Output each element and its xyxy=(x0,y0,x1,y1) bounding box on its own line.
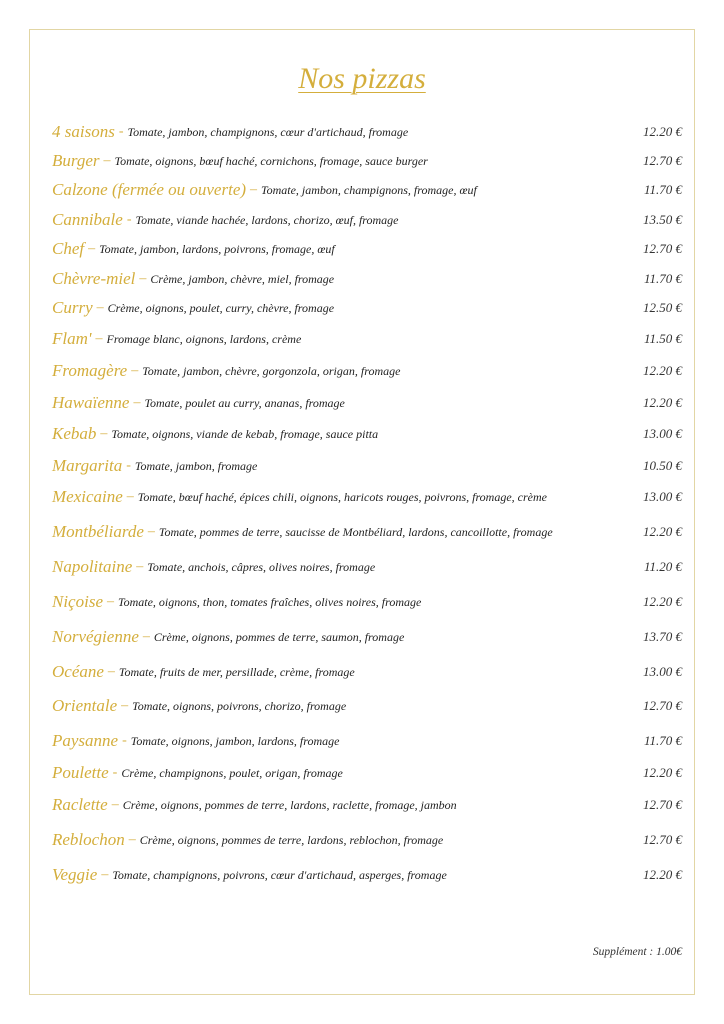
pizza-price: 12.50 € xyxy=(643,300,682,315)
pizza-name: Fromagère xyxy=(52,361,128,380)
menu-item xyxy=(52,149,682,173)
pizza-ingredients: Tomate, fruits de mer, persillade, crème, fromage xyxy=(118,664,355,679)
pizza-name: Montbéliarde xyxy=(52,522,144,541)
pizza-ingredients: Tomate, oignons, thon, tomates fraîches, olives noires, fromage xyxy=(118,594,422,609)
menu-item xyxy=(52,327,682,351)
pizza-ingredients: Tomate, anchois, câpres, olives noires, fromage xyxy=(147,559,376,574)
pizza-ingredients: Crème, champignons, poulet, origan, fromage xyxy=(121,765,343,780)
pizza-ingredients: Tomate, jambon, champignons, fromage, œuf xyxy=(261,182,477,197)
separator: – xyxy=(133,395,141,410)
pizza-name: Poulette xyxy=(52,763,109,782)
pizza-price: 12.70 € xyxy=(643,832,682,847)
pizza-price: 12.20 € xyxy=(643,395,682,410)
separator: – xyxy=(126,489,134,504)
pizza-price: 11.70 € xyxy=(643,271,682,286)
pizza-name: Calzone (fermée ou ouverte) xyxy=(52,180,247,199)
pizza-name: Mexicaine xyxy=(52,487,123,506)
separator: - xyxy=(126,458,131,473)
pizza-price: 13.00 € xyxy=(643,489,682,504)
menu-item xyxy=(52,485,682,509)
pizza-price: 13.50 € xyxy=(643,212,682,227)
menu-item xyxy=(52,590,682,614)
pizza-price: 13.70 € xyxy=(643,629,682,644)
pizza-price: 12.70 € xyxy=(643,797,682,812)
separator: - xyxy=(126,212,132,227)
pizza-price: 12.70 € xyxy=(643,698,682,713)
separator: - xyxy=(112,765,118,780)
menu-item xyxy=(52,520,682,544)
pizza-name: Napolitaine xyxy=(52,557,133,576)
pizza-name: Raclette xyxy=(52,795,108,814)
pizza-price: 11.70 € xyxy=(643,733,682,748)
pizza-price: 12.20 € xyxy=(643,363,682,378)
menu-item xyxy=(52,359,682,383)
pizza-name: Hawaïenne xyxy=(52,393,130,412)
pizza-name: Margarita xyxy=(52,456,123,475)
separator: – xyxy=(101,867,109,882)
menu-item xyxy=(52,694,682,718)
separator: – xyxy=(139,271,147,286)
pizza-name: Orientale xyxy=(52,696,118,715)
pizza-name: Chef xyxy=(52,239,85,258)
pizza-ingredients: Crème, oignons, pommes de terre, lardons, reblochon, fromage xyxy=(139,832,444,847)
menu-item xyxy=(52,625,682,649)
menu-item xyxy=(52,267,682,291)
pizza-price: 10.50 € xyxy=(643,458,682,473)
pizza-ingredients: Tomate, jambon, chèvre, gorgonzola, origan, fromage xyxy=(142,363,401,378)
menu-item xyxy=(52,793,682,817)
separator: - xyxy=(118,124,124,139)
menu-item xyxy=(52,208,682,232)
pizza-ingredients: Fromage blanc, oignons, lardons, crème xyxy=(106,331,302,346)
separator: – xyxy=(100,426,108,441)
separator: – xyxy=(107,664,115,679)
menu-item xyxy=(52,454,682,478)
pizza-price: 12.20 € xyxy=(643,524,682,539)
pizza-name: Kebab xyxy=(52,424,97,443)
separator: - xyxy=(122,733,127,748)
separator: – xyxy=(96,300,104,315)
pizza-price: 12.20 € xyxy=(643,594,682,609)
pizza-ingredients: Tomate, poulet au curry, ananas, fromage xyxy=(144,395,345,410)
pizza-name: Flam' xyxy=(52,329,92,348)
pizza-ingredients: Crème, jambon, chèvre, miel, fromage xyxy=(150,271,335,286)
pizza-name: Curry xyxy=(52,298,93,317)
separator: – xyxy=(111,797,119,812)
pizza-name: Paysanne xyxy=(52,731,119,750)
menu-item xyxy=(52,391,682,415)
page-title: Nos pizzas xyxy=(298,62,426,95)
pizza-ingredients: Crème, oignons, poulet, curry, chèvre, fromage xyxy=(107,300,335,315)
separator: – xyxy=(250,182,258,197)
menu-item xyxy=(52,761,682,785)
pizza-ingredients: Tomate, bœuf haché, épices chili, oignons, haricots rouges, poivrons, fromage, crème xyxy=(137,489,547,504)
pizza-ingredients: Crème, oignons, pommes de terre, saumon, fromage xyxy=(153,629,405,644)
menu-item xyxy=(52,422,682,446)
pizza-price: 11.50 € xyxy=(643,331,682,346)
pizza-name: 4 saisons xyxy=(52,122,115,141)
pizza-price: 12.70 € xyxy=(643,241,682,256)
pizza-price: 12.20 € xyxy=(643,124,682,139)
separator: – xyxy=(131,363,139,378)
supplement-note: Supplément : 1.00€ xyxy=(592,946,682,958)
menu-item xyxy=(52,828,682,852)
pizza-ingredients: Tomate, jambon, lardons, poivrons, fromage, œuf xyxy=(99,241,335,256)
pizza-price: 11.70 € xyxy=(643,182,682,197)
menu-item xyxy=(52,729,682,753)
pizza-ingredients: Tomate, oignons, poivrons, chorizo, fromage xyxy=(132,698,347,713)
pizza-name: Veggie xyxy=(52,865,98,884)
separator: – xyxy=(107,594,114,609)
menu-item xyxy=(52,178,682,202)
pizza-ingredients: Tomate, oignons, viande de kebab, fromage, sauce pitta xyxy=(111,426,379,441)
pizza-price: 13.00 € xyxy=(643,426,682,441)
pizza-name: Burger xyxy=(52,151,100,170)
menu-item xyxy=(52,120,682,144)
pizza-price: 11.20 € xyxy=(643,559,682,574)
pizza-name: Océane xyxy=(52,662,104,681)
separator: – xyxy=(88,241,96,256)
pizza-ingredients: Crème, oignons, pommes de terre, lardons, raclette, fromage, jambon xyxy=(122,797,457,812)
pizza-ingredients: Tomate, jambon, champignons, cœur d'artichaud, fromage xyxy=(127,124,409,139)
pizza-price: 13.00 € xyxy=(643,664,682,679)
pizza-ingredients: Tomate, champignons, poivrons, cœur d'artichaud, asperges, fromage xyxy=(112,867,447,882)
separator: – xyxy=(142,629,150,644)
menu-item xyxy=(52,660,682,684)
pizza-ingredients: Tomate, viande hachée, lardons, chorizo, œuf, fromage xyxy=(135,212,399,227)
pizza-price: 12.20 € xyxy=(643,765,682,780)
pizza-ingredients: Tomate, oignons, bœuf haché, cornichons, fromage, sauce burger xyxy=(114,153,428,168)
pizza-ingredients: Tomate, pommes de terre, saucisse de Montbéliard, lardons, cancoillotte, fromage xyxy=(158,524,553,539)
separator: – xyxy=(121,698,129,713)
pizza-name: Cannibale xyxy=(52,210,123,229)
separator: – xyxy=(128,832,136,847)
separator: – xyxy=(103,153,111,168)
menu-item xyxy=(52,555,682,579)
pizza-price: 12.20 € xyxy=(643,867,682,882)
pizza-ingredients: Tomate, jambon, fromage xyxy=(134,458,258,473)
menu-item xyxy=(52,296,682,320)
pizza-name: Reblochon xyxy=(52,830,125,849)
pizza-name: Niçoise xyxy=(52,592,103,611)
pizza-ingredients: Tomate, oignons, jambon, lardons, fromage xyxy=(130,733,340,748)
separator: – xyxy=(95,331,103,346)
separator: – xyxy=(147,524,155,539)
separator: – xyxy=(136,559,144,574)
menu-item xyxy=(52,863,682,887)
pizza-name: Norvégienne xyxy=(52,627,139,646)
pizza-name: Chèvre-miel xyxy=(52,269,136,288)
pizza-price: 12.70 € xyxy=(643,153,682,168)
menu-item xyxy=(52,237,682,261)
